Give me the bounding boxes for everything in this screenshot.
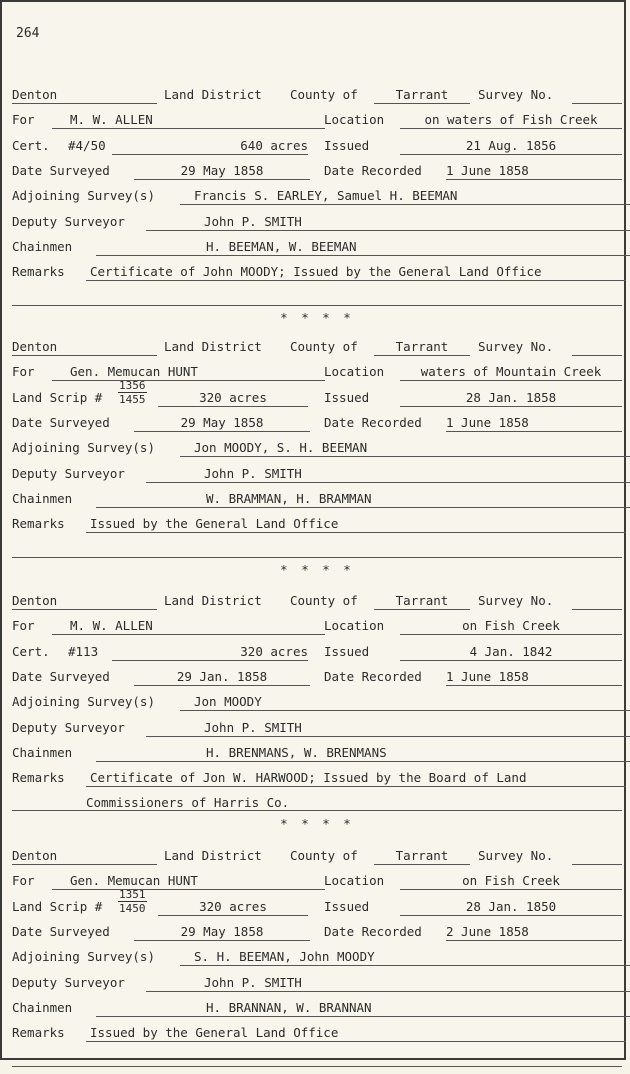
adjoining-label: Adjoining Survey(s) (12, 694, 155, 710)
land-district-value: Denton (12, 847, 157, 865)
for-label: For (12, 618, 35, 634)
location-value: on waters of Fish Creek (400, 111, 622, 129)
land-scrip-label: Land Scrip # (12, 898, 103, 914)
entry-row (12, 490, 622, 515)
entry-separator: * * * * (280, 309, 354, 325)
date-surveyed-value: 29 May 1858 (134, 414, 310, 432)
acres-value: 320 acres (112, 643, 308, 661)
survey-no-label: Survey No. (478, 848, 554, 863)
entry-row (12, 872, 622, 897)
entry-separator: * * * * (280, 815, 354, 831)
acres-value: 320 acres (158, 898, 308, 916)
for-label: For (12, 364, 35, 380)
for-label: For (12, 873, 35, 889)
date-recorded-label: Date Recorded (324, 162, 422, 178)
remarks-label: Remarks (12, 770, 65, 786)
date-recorded-label: Date Recorded (324, 414, 422, 430)
adjoining-value: S. H. BEEMAN, John MOODY (180, 948, 630, 966)
entry-row (12, 617, 622, 642)
adjoining-value: Jon MOODY, S. H. BEEMAN (180, 439, 630, 457)
entry-row (12, 744, 622, 769)
deputy-surveyor-value: John P. SMITH (146, 974, 630, 992)
land-district-value: Denton (12, 338, 157, 356)
chainmen-value: H. BRANNAN, W. BRANNAN (96, 999, 630, 1017)
county-value: Tarrant (374, 847, 470, 865)
adjoining-label: Adjoining Survey(s) (12, 440, 155, 456)
chainmen-label: Chainmen (12, 238, 73, 254)
grantee-value: M. W. ALLEN (52, 617, 325, 635)
location-value: on Fish Creek (400, 617, 622, 635)
cert-number-value: #4/50 (68, 137, 106, 153)
county-label: County of (290, 848, 358, 863)
location-label: Location (324, 112, 385, 128)
acres-value: 640 acres (112, 137, 308, 155)
entry-row (12, 137, 622, 162)
blank-rule (12, 305, 622, 306)
adjoining-label: Adjoining Survey(s) (12, 188, 155, 204)
land-district-label: Land District (164, 87, 262, 102)
issued-value: 21 Aug. 1856 (400, 137, 622, 155)
blank-rule (12, 557, 622, 558)
grantee-value: Gen. Memucan HUNT (52, 872, 325, 890)
remarks-value: Certificate of Jon W. HARWOOD; Issued by the Board of Land (86, 769, 626, 787)
county-label: County of (290, 339, 358, 354)
entry-row (12, 948, 622, 973)
date-recorded-value: 1 June 1858 (446, 668, 622, 686)
chainmen-value: H. BEEMAN, W. BEEMAN (96, 238, 630, 256)
entry-row (12, 363, 622, 388)
chainmen-label: Chainmen (12, 999, 73, 1015)
entry-row (12, 1049, 622, 1074)
scrip-fraction (118, 379, 147, 406)
adjoining-value: Francis S. EARLEY, Samuel H. BEEMAN (180, 187, 630, 205)
entry-row (12, 338, 622, 363)
date-surveyed-label: Date Surveyed (12, 923, 110, 939)
date-surveyed-label: Date Surveyed (12, 162, 110, 178)
entry-row (12, 847, 622, 872)
remarks-label: Remarks (12, 516, 65, 532)
land-district-label: Land District (164, 339, 262, 354)
land-scrip-label: Land Scrip # (12, 389, 103, 405)
scrip-denominator: 1450 (119, 901, 146, 915)
deputy-surveyor-label: Deputy Surveyor (12, 719, 125, 735)
issued-value: 28 Jan. 1858 (400, 389, 622, 407)
survey-no-value (572, 592, 622, 610)
land-district-value: Denton (12, 86, 157, 104)
entry-row (12, 769, 622, 794)
location-value: on Fish Creek (400, 872, 622, 890)
blank-rule (12, 1066, 622, 1067)
entry-row (12, 1024, 622, 1049)
grantee-value: Gen. Memucan HUNT (52, 363, 325, 381)
issued-label: Issued (324, 137, 370, 153)
entry-row (12, 111, 622, 136)
for-label: For (12, 112, 35, 128)
entry-row (12, 213, 622, 238)
entry-row (12, 974, 622, 999)
land-district-value: Denton (12, 592, 157, 610)
entry-row (12, 643, 622, 668)
grantee-value: M. W. ALLEN (52, 111, 325, 129)
survey-no-value (572, 338, 622, 356)
entry-row (12, 887, 622, 923)
entry-row (12, 923, 622, 948)
land-district-label: Land District (164, 593, 262, 608)
deputy-surveyor-value: John P. SMITH (146, 719, 630, 737)
entry-row (12, 414, 622, 439)
scrip-numerator: 1356 (119, 378, 146, 392)
date-surveyed-value: 29 May 1858 (134, 923, 310, 941)
land-district-label: Land District (164, 848, 262, 863)
deputy-surveyor-label: Deputy Surveyor (12, 974, 125, 990)
county-value: Tarrant (374, 592, 470, 610)
scrip-numerator: 1351 (119, 887, 146, 901)
date-recorded-value: 2 June 1858 (446, 923, 622, 941)
cert-number-value: #113 (68, 643, 99, 659)
county-value: Tarrant (374, 338, 470, 356)
deputy-surveyor-label: Deputy Surveyor (12, 465, 125, 481)
issued-label: Issued (324, 643, 370, 659)
adjoining-value: Jon MOODY (180, 693, 630, 711)
remarks-value: Certificate of John MOODY; Issued by the General Land Office (86, 263, 626, 281)
survey-no-value (572, 86, 622, 104)
entry-row (12, 263, 622, 288)
deputy-surveyor-label: Deputy Surveyor (12, 213, 125, 229)
remarks-label: Remarks (12, 1025, 65, 1041)
date-surveyed-value: 29 May 1858 (134, 162, 310, 180)
location-label: Location (324, 873, 385, 889)
date-surveyed-label: Date Surveyed (12, 668, 110, 684)
remarks-value: Issued by the General Land Office (86, 515, 626, 533)
date-surveyed-value: 29 Jan. 1858 (134, 668, 310, 686)
entry-row (12, 668, 622, 693)
location-label: Location (324, 618, 385, 634)
entry-row (12, 592, 622, 617)
chainmen-label: Chainmen (12, 490, 73, 506)
entry-row (12, 187, 622, 212)
county-label: County of (290, 87, 358, 102)
entry-separator: * * * * (280, 561, 354, 577)
cert-label: Cert. (12, 643, 50, 659)
entry-row (12, 439, 622, 464)
scrip-denominator: 1455 (119, 392, 146, 406)
entry-row (12, 162, 622, 187)
survey-no-label: Survey No. (478, 593, 554, 608)
entry-row (12, 465, 622, 490)
entry-row (12, 719, 622, 744)
date-recorded-value: 1 June 1858 (446, 414, 622, 432)
cert-label: Cert. (12, 137, 50, 153)
date-recorded-label: Date Recorded (324, 923, 422, 939)
remarks-continuation: Commissioners of Harris Co. (12, 794, 622, 811)
deputy-surveyor-value: John P. SMITH (146, 213, 630, 231)
entry-row (12, 693, 622, 718)
acres-value: 320 acres (158, 389, 308, 407)
county-value: Tarrant (374, 86, 470, 104)
page-number: 264 (16, 26, 40, 41)
adjoining-label: Adjoining Survey(s) (12, 949, 155, 965)
county-label: County of (290, 593, 358, 608)
date-recorded-value: 1 June 1858 (446, 162, 622, 180)
scrip-fraction (118, 888, 147, 915)
issued-value: 28 Jan. 1850 (400, 898, 622, 916)
survey-no-value (572, 847, 622, 865)
issued-value: 4 Jan. 1842 (400, 643, 622, 661)
issued-label: Issued (324, 898, 370, 914)
survey-no-label: Survey No. (478, 339, 554, 354)
chainmen-value: W. BRAMMAN, H. BRAMMAN (96, 490, 630, 508)
chainmen-label: Chainmen (12, 744, 73, 760)
entry-row (12, 999, 622, 1024)
location-value: waters of Mountain Creek (400, 363, 622, 381)
entry-row (12, 86, 622, 111)
entry-row (12, 238, 622, 263)
survey-no-label: Survey No. (478, 87, 554, 102)
remarks-value: Issued by the General Land Office (86, 1024, 626, 1042)
entry-row (12, 378, 622, 414)
date-surveyed-label: Date Surveyed (12, 414, 110, 430)
chainmen-value: H. BRENMANS, W. BRENMANS (96, 744, 630, 762)
deputy-surveyor-value: John P. SMITH (146, 465, 630, 483)
remarks-label: Remarks (12, 264, 65, 280)
location-label: Location (324, 364, 385, 380)
date-recorded-label: Date Recorded (324, 668, 422, 684)
issued-label: Issued (324, 389, 370, 405)
entry-row (12, 515, 622, 540)
